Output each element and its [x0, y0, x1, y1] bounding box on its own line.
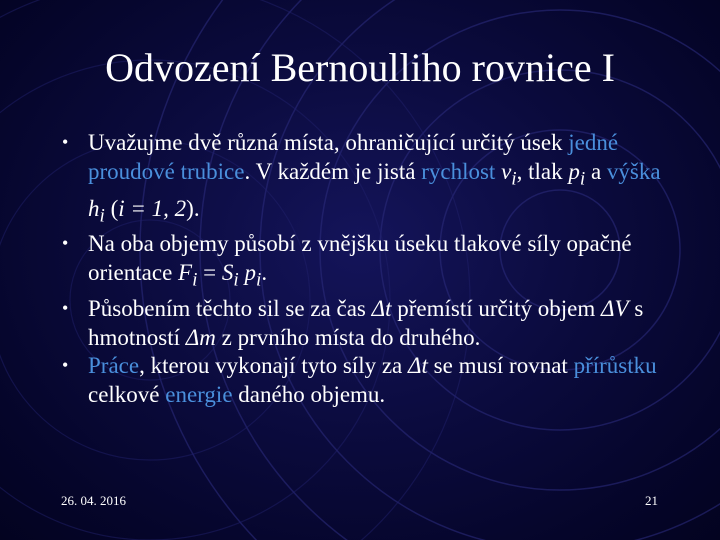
bullet-icon: •	[62, 233, 69, 254]
link-velocity[interactable]: rychlost	[421, 159, 496, 184]
link-work[interactable]: Práce	[88, 352, 140, 378]
page-number: 21	[645, 493, 658, 508]
bullet-text: . V každém je jistá	[244, 159, 422, 184]
bullet-text: .	[261, 260, 268, 286]
link-stream-tube[interactable]: jedné proudové trubice	[88, 130, 619, 184]
math-dt: Δt	[371, 295, 392, 321]
bullet-text: (	[104, 195, 119, 221]
math-sub: i	[99, 205, 105, 227]
bullet-item	[62, 294, 662, 352]
bullet-text: Působením těchto sil se za čas	[88, 295, 372, 321]
bullet-item	[62, 229, 662, 295]
math-dt: Δt	[408, 352, 428, 378]
footer-date: 26. 04. 2016	[61, 493, 126, 508]
math-F: F	[178, 260, 193, 286]
bullet-text: daného objemu.	[232, 381, 386, 407]
bullet-icon: •	[62, 297, 69, 318]
bullet-text: s hmotností	[88, 295, 644, 350]
math-h: h	[88, 195, 100, 221]
bullet-text: celkové	[88, 381, 166, 407]
math-sub: i	[233, 269, 239, 291]
link-energy[interactable]: energie	[165, 381, 233, 407]
bullet-text: Uvažujme dvě různá místa, ohraničující určitý úsek	[88, 130, 569, 155]
bullet-list	[62, 128, 662, 408]
link-increment[interactable]: přírůstku	[573, 352, 657, 378]
math-sub: i	[511, 168, 517, 190]
bullet-item	[62, 351, 662, 409]
math-dm: Δm	[185, 324, 216, 350]
math-p: p	[568, 159, 580, 184]
bullet-icon: •	[62, 132, 69, 152]
bullet-text: Na oba objemy působí z vnějšku úseku tlakové síly opačné orientace	[88, 231, 632, 286]
bullet-icon: •	[62, 354, 69, 375]
math-v: v	[501, 159, 512, 184]
math-eq: =	[197, 260, 222, 286]
math-p: p	[244, 260, 256, 286]
bullet-text: přemístí určitý objem	[391, 295, 602, 321]
math-S: S	[221, 260, 234, 286]
bullet-text: ).	[186, 195, 200, 221]
math-dV: ΔV	[601, 295, 629, 321]
link-height[interactable]: výška	[606, 159, 661, 184]
bullet-item	[62, 128, 662, 230]
bullet-text: se musí rovnat	[427, 352, 574, 378]
math-sub: i	[192, 269, 198, 291]
math-sub: i	[255, 269, 262, 291]
bullet-text: , tlak	[516, 159, 569, 184]
bullet-text: a	[585, 159, 607, 184]
math-sub: i	[579, 168, 586, 190]
bullet-text: , kterou vykonají tyto síly za	[139, 352, 409, 378]
bullet-text: z prvního místa do druhého.	[215, 324, 481, 350]
math-condition: i = 1, 2	[118, 195, 187, 221]
slide-title: Odvození Bernoulliho rovnice I	[105, 45, 615, 90]
